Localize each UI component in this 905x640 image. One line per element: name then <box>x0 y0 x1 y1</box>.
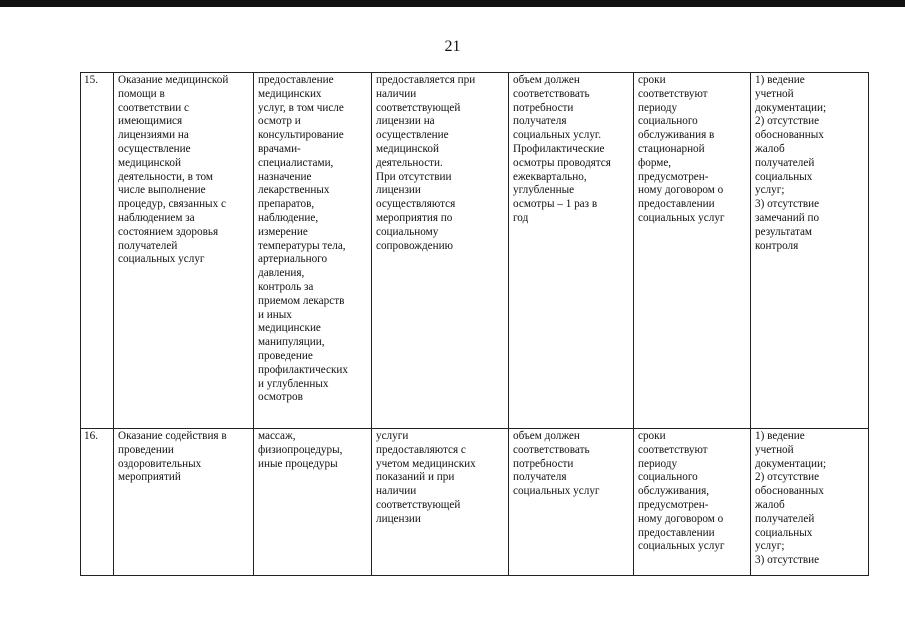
table-row <box>81 73 869 429</box>
service-description-cell <box>254 73 372 429</box>
row-number: 15. <box>84 74 98 86</box>
service-description: предоставление медицинских услуг, в том числе осмотр и консультирование врачами- специалистами, назначение лекарственных препаратов, наблюдение, измерение температуры тела, артериального давления, контроль за приемом лекарств и иных медицинские манипуляции, проведение профилактических и углубленных осмотров <box>258 74 348 404</box>
service-conditions: услуги предоставляются с учетом медицинских показаний и при наличии соответствующей лицензии <box>376 430 476 525</box>
quality-indicators: 1) ведение учетной документации; 2) отсутствие обоснованных жалоб получателей социальных услуг; 3) отсутствие замечаний по результатам контроля <box>755 74 827 252</box>
service-terms: сроки соответствуют периоду социального обслуживания в стационарной форме, предусмотрен- ному договором о предоставлении социальных услуг <box>638 74 725 224</box>
service-name: Оказание медицинской помощи в соответствии с имеющимися лицензиями на осуществление медицинской деятельности, в том числе выполнение процедур, связанных с наблюдением за состоянием здоровья получателей социальных услуг <box>118 74 229 266</box>
service-volume: объем должен соответствовать потребности получателя социальных услуг. Профилактические осмотры проводятся ежеквартально, углубленные осмотры – 1 раз в год <box>513 74 611 224</box>
service-conditions-cell <box>372 429 509 576</box>
service-volume: объем должен соответствовать потребности получателя социальных услуг <box>513 430 600 498</box>
service-conditions: предоставляется при наличии соответствующей лицензии на осуществление медицинской деятельности. При отсутствии лицензии осуществляются мероприятия по социальному сопровождению <box>376 74 476 252</box>
row-number: 16. <box>84 430 98 442</box>
row-number-cell <box>81 429 114 576</box>
service-terms: сроки соответствуют периоду социального обслуживания, предусмотрен- ному договором о предоставлении социальных услуг <box>638 430 725 553</box>
service-name-cell <box>114 429 254 576</box>
service-name-cell <box>114 73 254 429</box>
service-terms-cell <box>634 73 751 429</box>
row-number-cell <box>81 73 114 429</box>
service-conditions-cell <box>372 73 509 429</box>
quality-indicators-cell <box>751 429 869 576</box>
services-table <box>80 72 869 576</box>
table-row <box>81 429 869 576</box>
service-terms-cell <box>634 429 751 576</box>
quality-indicators: 1) ведение учетной документации; 2) отсутствие обоснованных жалоб получателей социальных услуг; 3) отсутствие <box>755 430 827 567</box>
service-volume-cell <box>509 429 634 576</box>
service-description: массаж, физиопроцедуры, иные процедуры <box>258 430 343 470</box>
service-description-cell <box>254 429 372 576</box>
service-name: Оказание содействия в проведении оздоровительных мероприятий <box>118 430 227 484</box>
page-number: 21 <box>444 38 461 55</box>
top-border-bar <box>0 0 905 7</box>
quality-indicators-cell <box>751 73 869 429</box>
service-volume-cell <box>509 73 634 429</box>
